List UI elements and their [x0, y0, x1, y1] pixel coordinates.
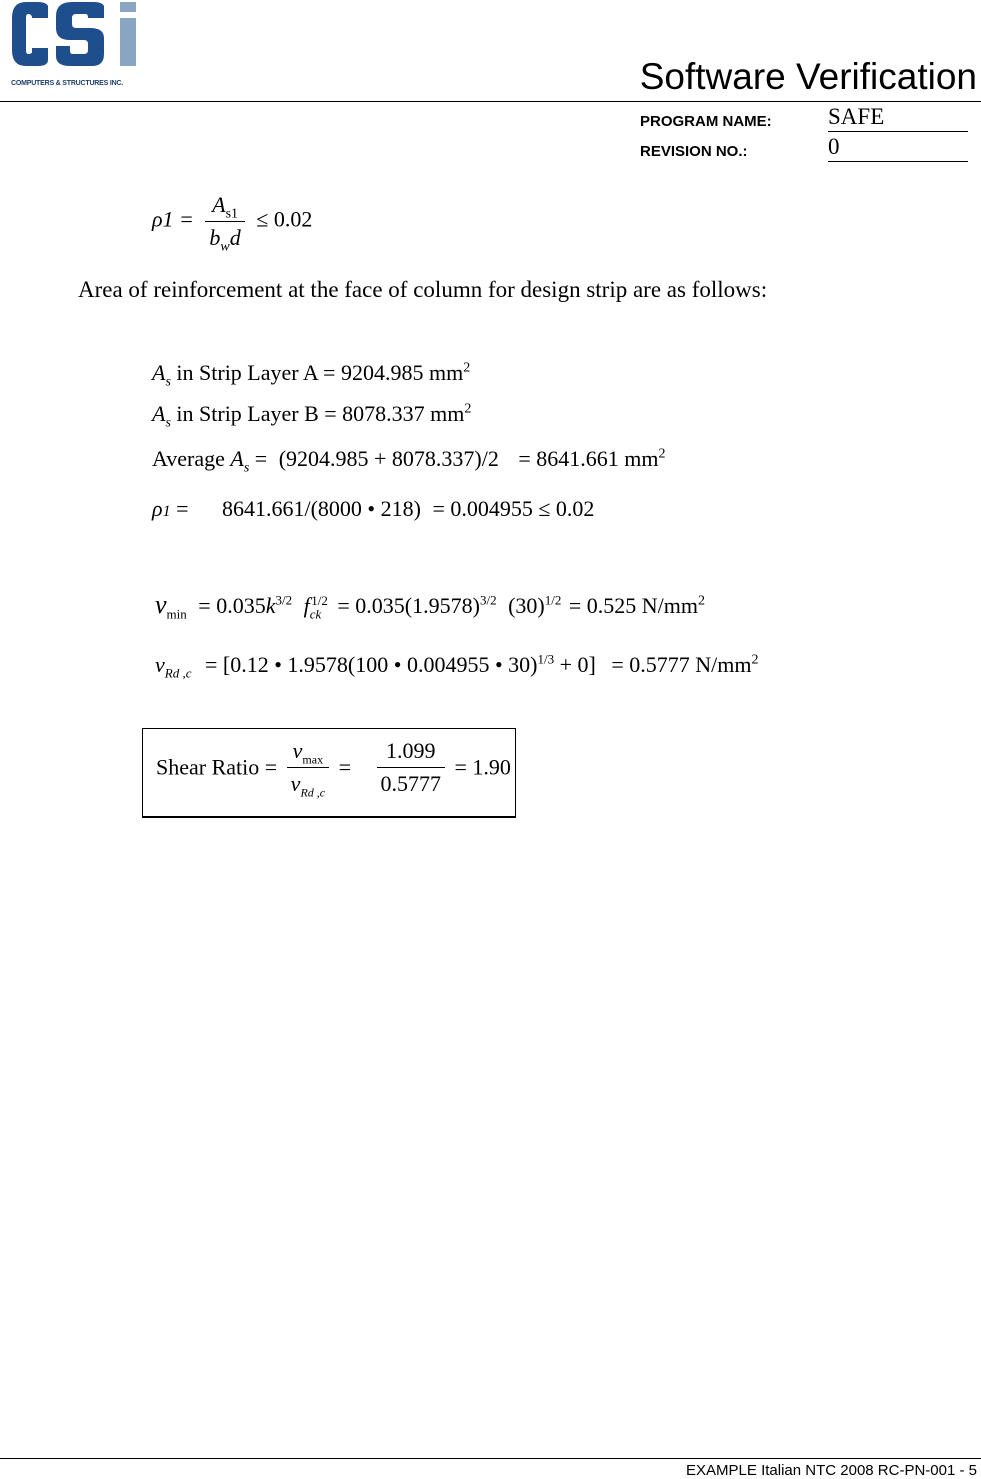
shear-ratio-symbolic-fraction: [287, 738, 329, 800]
shear-ratio-label: Shear Ratio =: [156, 754, 278, 780]
program-name-value: SAFE: [828, 104, 968, 132]
shear-ratio-equation: Shear Ratio = $\frac{v_{max}}{v_{Rd ,c}}$ = $\frac{1.099}{0.5777}$ = 1.90: [156, 738, 511, 800]
program-name-label: PROGRAM NAME:: [640, 113, 772, 130]
footer-page-label: EXAMPLE Italian NTC 2008 RC-PN-001 - 5: [686, 1462, 977, 1479]
shear-ratio-symbolic-den: $v_{Rd ,c}$: [290, 771, 326, 800]
intro-paragraph: Area of reinforcement at the face of column for design strip are as follows:: [78, 277, 768, 302]
rho-definition-equation: [152, 192, 313, 255]
rho-denominator: $b_wd$: [209, 225, 241, 255]
rho-rhs: ≤ 0.02: [256, 206, 313, 232]
shear-ratio-numeric-fraction: [377, 738, 446, 797]
average-as-line: Average $A_s = (9204.985 + 8078.337)/2 = 8641.661$ $mm^2$: [152, 446, 666, 476]
csi-logo-mark: [8, 0, 143, 80]
average-expression: (9204.985 + 8078.337)/2: [278, 446, 499, 471]
rho-fraction: [205, 192, 244, 255]
vmin-substituted: = 0.035(1.9578): [337, 593, 480, 618]
vmin-lhs: = 0.035: [198, 593, 266, 618]
csi-logo: [8, 0, 143, 92]
vmin-equation: $\nu_{min} = 0.035k^{3/2}$ $f_{ck}^{1/2} = 0.035(1.9578)^{3/2}$ $(30)^{1/2} = 0.525$ $N/mm^2$: [155, 590, 705, 622]
document-title: Software Verification: [639, 56, 977, 97]
vrdc-expression-tail: + 0]: [554, 652, 596, 677]
strip-layer-b-text: in Strip Layer B = 8078.337 mm: [170, 401, 465, 426]
shear-ratio-numerator: 1.099: [377, 738, 446, 768]
shear-ratio-result: = 1.90: [454, 754, 511, 780]
average-prefix: Average: [152, 446, 231, 471]
shear-ratio-symbolic-num: $v_{max}$: [287, 738, 329, 768]
revision-no-value: 0: [828, 134, 968, 162]
vmin-substituted-fck: (30): [508, 593, 545, 618]
vrdc-expression: = [0.12 • 1.9578(100 • 0.004955 • 30): [204, 652, 538, 677]
strip-layer-b-line: $A_s$ in Strip Layer B = 8078.337 $mm^2$: [152, 401, 472, 431]
vrdc-equation: $v_{Rd ,c} = [0.12$ • 1.9578(100 • 0.004955 • 30)$^{1/3}$ + 0] = 0.5777 $N/mm^2$: [155, 651, 759, 681]
vmin-result: = 0.525 N/mm: [568, 593, 698, 618]
rho-value-line: ρ1 = 8641.661/(8000 • 218) = 0.004955 ≤ 0.02: [152, 496, 595, 521]
header-divider: [0, 101, 981, 102]
strip-layer-a-line: $A_s$ in Strip Layer A = 9204.985 $mm^2$: [152, 360, 471, 390]
rho-value-expression: 8641.661/(8000 • 218): [221, 496, 421, 521]
shear-ratio-box: [142, 728, 516, 818]
rho-value-result: = 0.004955 ≤ 0.02: [432, 496, 595, 521]
average-result: = 8641.661 mm: [518, 446, 659, 471]
revision-no-label: REVISION NO.:: [640, 143, 748, 160]
rho-numerator: $A_{s1}$: [205, 192, 244, 222]
shear-ratio-denominator: 0.5777: [380, 771, 442, 796]
vrdc-result: = 0.5777 N/mm: [611, 652, 752, 677]
footer-divider: [0, 1458, 981, 1459]
rho-lhs: ρ1 =: [152, 206, 194, 232]
strip-layer-a-text: in Strip Layer A = 9204.985 mm: [170, 360, 464, 385]
logo-tagline: COMPUTERS & STRUCTURES INC.: [11, 80, 124, 87]
